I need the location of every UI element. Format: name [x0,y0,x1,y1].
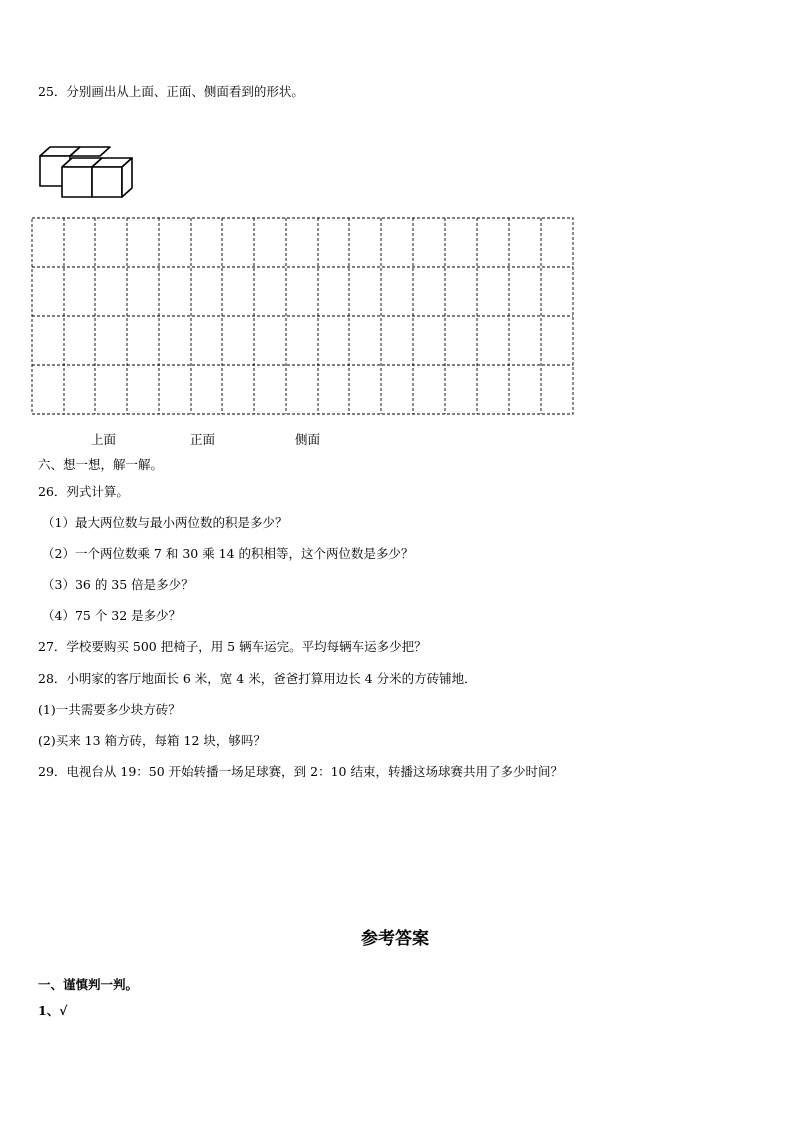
question-27: 27．学校要购买 500 把椅子，用 5 辆车运完。平均每辆车运多少把？ [38,639,427,654]
answer-item-1: 1、√ [38,1003,68,1018]
question-26-part-4: （4）75 个 32 是多少？ [42,608,182,623]
view-label-front: 正面 [190,432,216,447]
question-28-part-1: (1)一共需要多少块方砖？ [38,702,181,717]
question-25: 25．分别画出从上面、正面、侧面看到的形状。 [38,84,304,99]
question-28-part-2: (2)买来 13 箱方砖，每箱 12 块，够吗？ [38,733,266,748]
answers-section-1: 一、谨慎判一判。 [38,977,139,992]
question-26-part-1: （1）最大两位数与最小两位数的积是多少？ [42,515,288,530]
answer-grid[interactable] [31,217,575,417]
question-26: 26．列式计算。 [38,484,129,499]
question-26-part-3: （3）36 的 35 倍是多少？ [42,577,194,592]
section-6-heading: 六、想一想，解一解。 [38,457,164,472]
question-26-part-2: （2）一个两位数乘 7 和 30 乘 14 的积相等，这个两位数是多少？ [42,546,414,561]
view-label-top: 上面 [91,432,117,447]
view-label-side: 侧面 [295,432,321,447]
question-29: 29．电视台从 19：50 开始转播一场足球赛，到 2：10 结束，转播这场球赛共用了多少时间？ [38,764,563,779]
answers-title: 参考答案 [361,929,429,949]
cube-figure [38,142,148,202]
question-28: 28．小明家的客厅地面长 6 米，宽 4 米，爸爸打算用边长 4 分米的方砖铺地． [38,671,477,686]
